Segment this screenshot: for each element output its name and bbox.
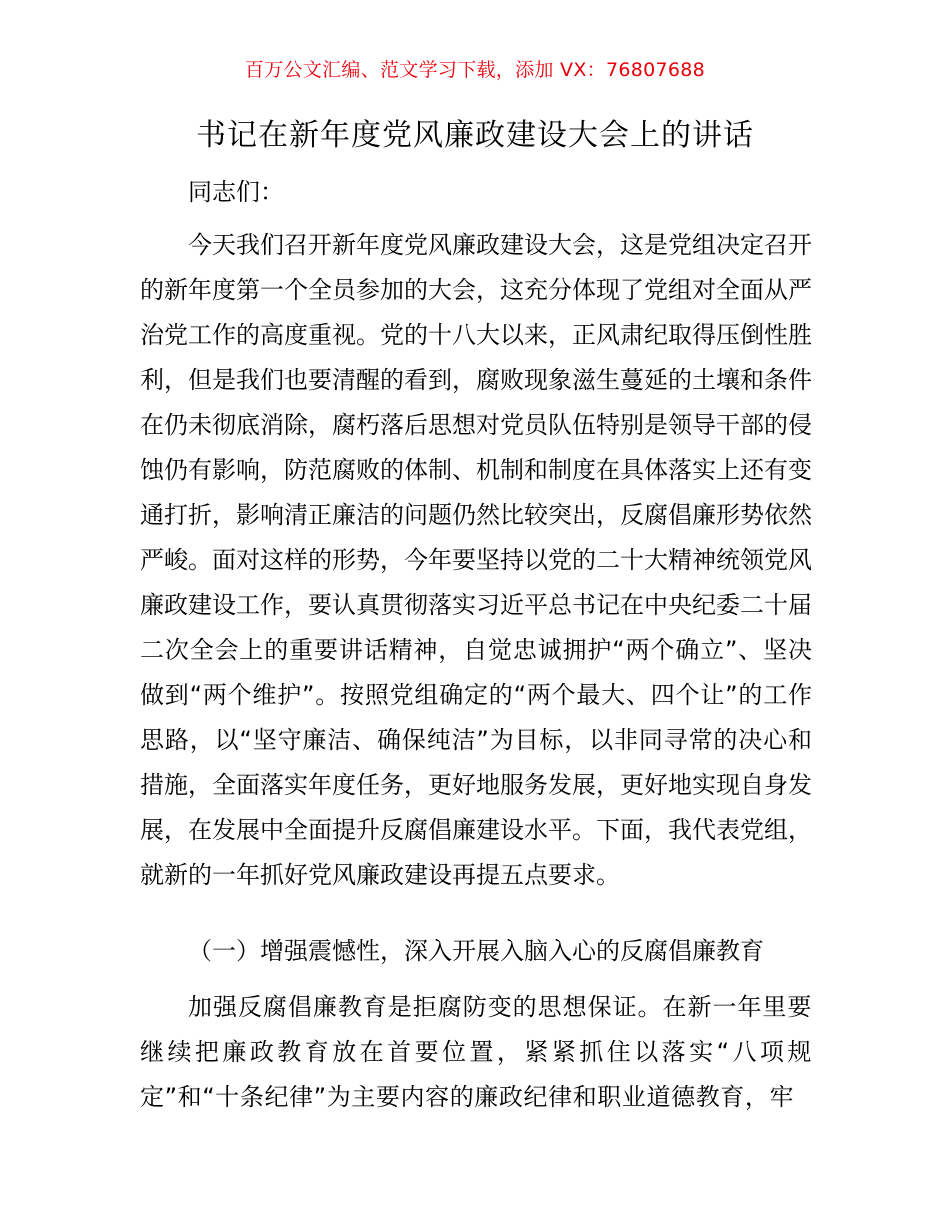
download-banner: 百万公文汇编、范文学习下载，添加 VX：76807688: [244, 59, 706, 81]
document-title: 书记在新年度党风廉政建设大会上的讲话: [196, 118, 754, 153]
salutation: 同志们：: [188, 178, 284, 206]
paragraph-intro: 今天我们召开新年度党风廉政建设大会，这是党组决定召开的新年度第一个全员参加的大会，这充分体现了党组对全面从严治党工作的高度重视。党的十八大以来，正风肃纪取得压倒性胜利，但是我们也要清醒的看到，腐败现象滋生蔓延的土壤和条件在仍未彻底消除，腐朽落后思想对党员队伍特别是领导干部的侵蚀仍有影响，防范腐败的体制、机制和制度在具体落实上还有变通打折，影响清正廉洁的问题仍然比较突出，反腐倡廉形势依然严峻。面对这样的形势，今年要坚持以党的二十大精神统领党风廉政建设工作，要认真贯彻落实习近平总书记在中央纪委二十届二次全会上的重要讲话精神，自觉忠诚拥护“两个确立”、坚决做到“两个维护”。按照党组确定的“两个最大、四个让”的工作思路，以“坚守廉洁、确保纯洁”为目标，以非同寻常的决心和措施，全面落实年度任务，更好地服务发展，更好地实现自身发展，在发展中全面提升反腐倡廉建设水平。下面，我代表党组，就新的一年抓好党风廉政建设再提五点要求。: [140, 231, 812, 889]
section-heading: （一）增强震憾性，深入开展入脑入心的反腐倡廉教育: [188, 937, 764, 965]
paragraph-education: 加强反腐倡廉教育是拒腐防变的思想保证。在新一年里要继续把廉政教育放在首要位置，紧紧抓住以落实“八项规定”和“十条纪律”为主要内容的廉政纪律和职业道德教育，牢: [140, 993, 812, 1111]
